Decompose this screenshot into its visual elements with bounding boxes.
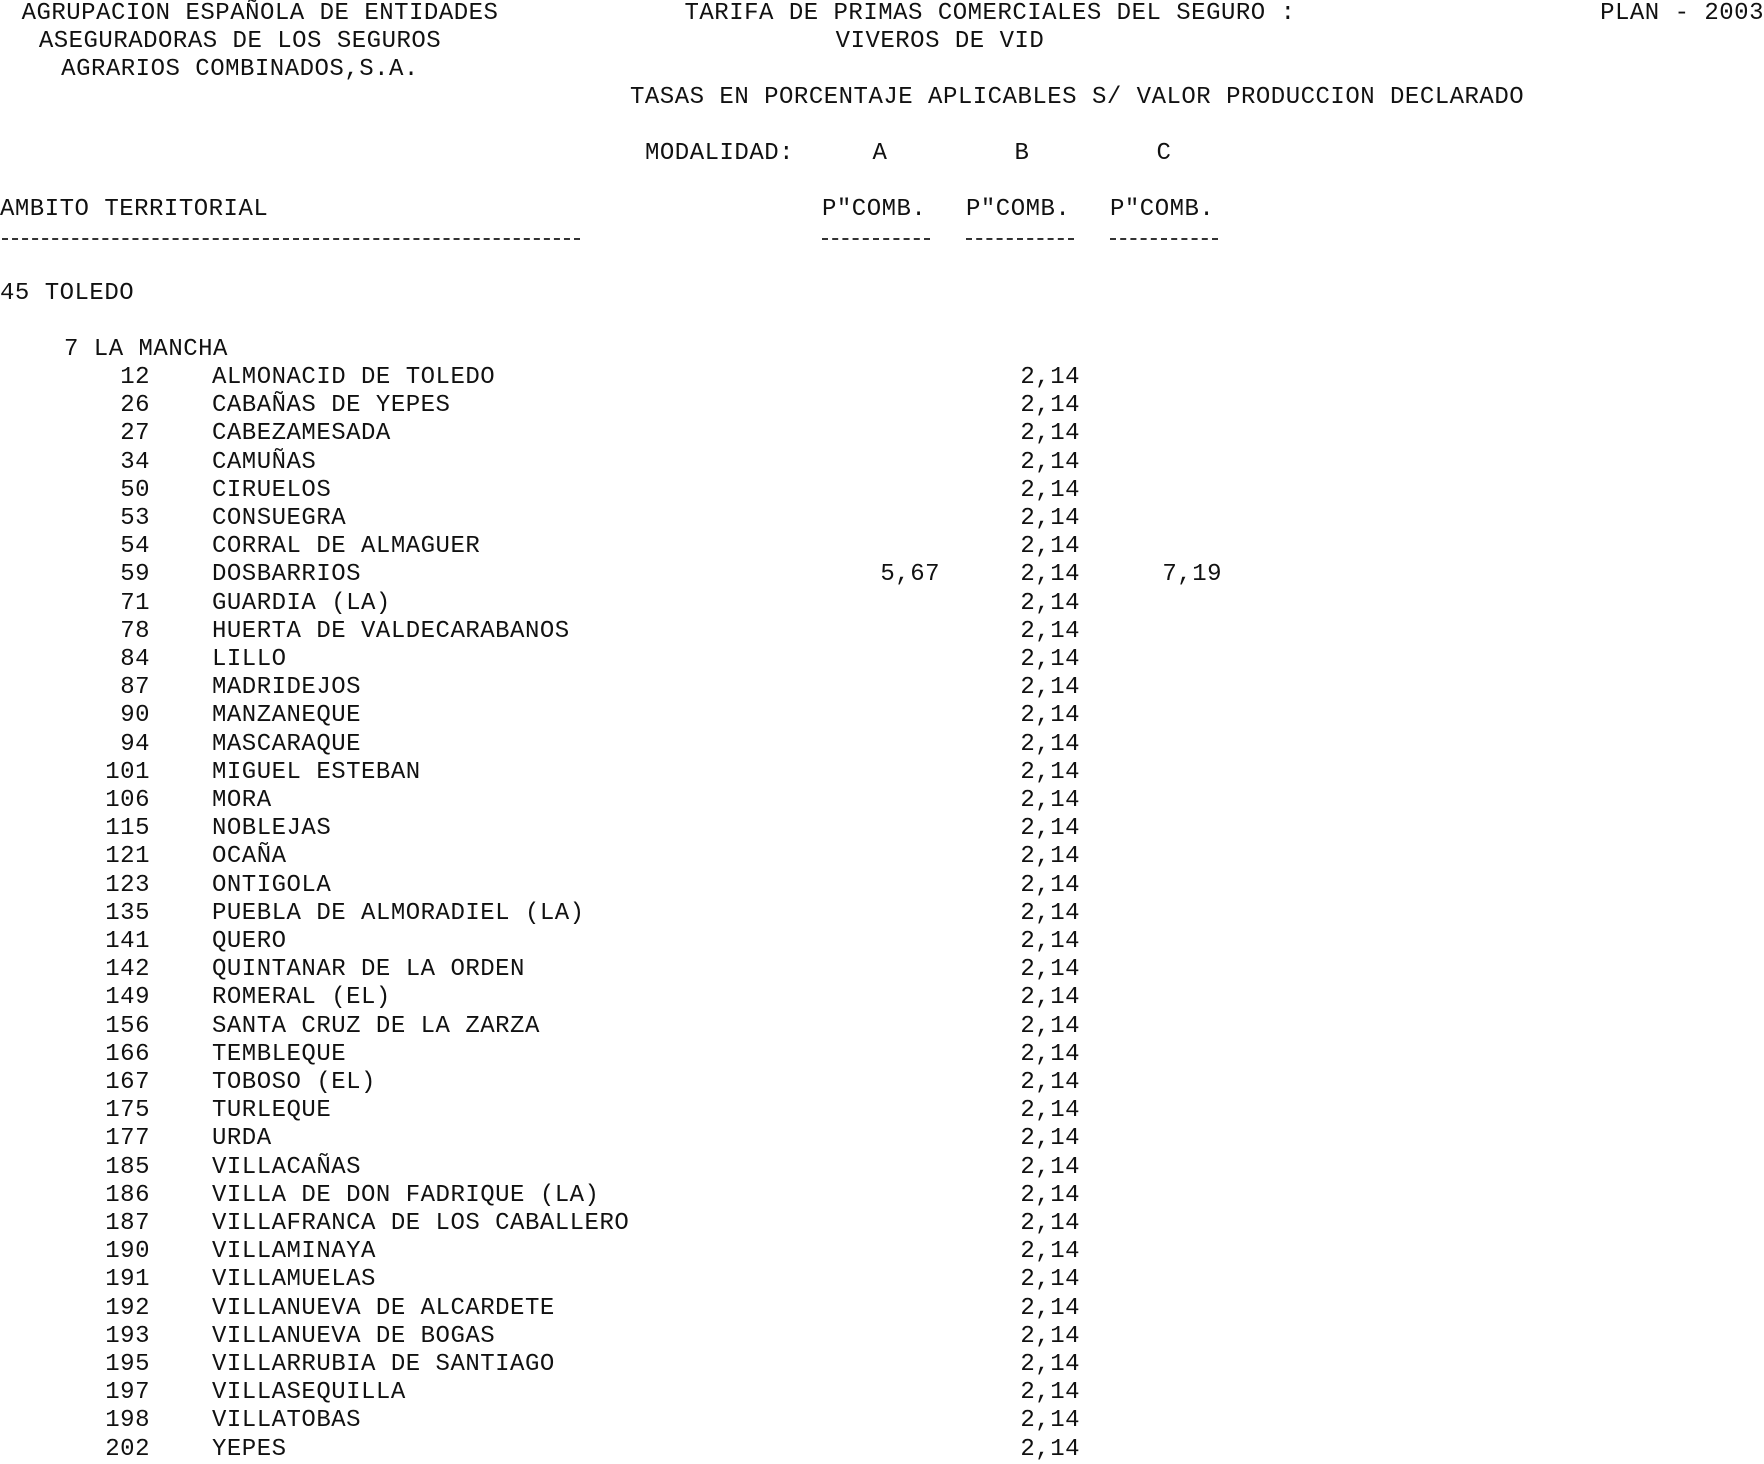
table-row — [0, 646, 1764, 674]
table-row — [0, 505, 1764, 533]
table-row — [0, 364, 1764, 392]
municipality-code: 156 — [105, 1012, 150, 1040]
municipality-code: 167 — [105, 1069, 150, 1096]
rate-b: 2,14 — [1020, 702, 1080, 730]
municipality-name: ONTIGOLA — [212, 871, 332, 899]
municipality-code: 198 — [105, 1407, 150, 1435]
municipality-code: 53 — [120, 505, 150, 532]
modalidad-b: B — [1014, 140, 1030, 167]
header-rule-c — [1110, 238, 1218, 240]
table-row — [0, 1013, 1764, 1041]
municipality-code: 175 — [105, 1097, 150, 1125]
municipality-name: SANTA CRUZ DE LA ZARZA — [212, 1012, 540, 1040]
header-rule-b — [966, 238, 1074, 240]
rate-b: 2,14 — [1020, 871, 1080, 899]
rate-b: 2,14 — [1020, 1238, 1080, 1266]
municipality-name: MIGUEL ESTEBAN — [212, 758, 421, 786]
municipality-name: ALMONACID DE TOLEDO — [212, 364, 496, 391]
table-row — [0, 1125, 1764, 1153]
province-heading: 45 TOLEDO — [0, 280, 135, 307]
rate-b: 2,14 — [1020, 364, 1080, 391]
municipality-name: VILLATOBAS — [212, 1407, 362, 1435]
rate-b: 2,14 — [1020, 561, 1080, 589]
rate-b: 2,14 — [1020, 420, 1080, 448]
municipality-code: 115 — [105, 815, 150, 843]
municipality-name: VILLASEQUILLA — [212, 1379, 406, 1407]
document-subject: VIVEROS DE VID — [835, 28, 1045, 55]
table-row — [0, 759, 1764, 787]
table-row — [0, 1154, 1764, 1182]
header-rule-a — [822, 238, 930, 240]
table-row — [0, 1436, 1764, 1464]
municipality-name: OCAÑA — [212, 843, 287, 871]
municipality-name: QUERO — [212, 928, 287, 955]
municipality-name: VILLAMINAYA — [212, 1238, 376, 1266]
table-row — [0, 928, 1764, 956]
table-row — [0, 1069, 1764, 1097]
rate-b: 2,14 — [1020, 1181, 1080, 1209]
municipality-name: CONSUEGRA — [212, 505, 347, 532]
table-row — [0, 1295, 1764, 1323]
rate-b: 2,14 — [1020, 1322, 1080, 1350]
municipality-name: QUINTANAR DE LA ORDEN — [212, 956, 525, 984]
rate-b: 2,14 — [1020, 674, 1080, 702]
table-row — [0, 731, 1764, 759]
rate-b: 2,14 — [1020, 928, 1080, 955]
table-row — [0, 900, 1764, 928]
municipality-code: 84 — [120, 646, 150, 673]
rate-b: 2,14 — [1020, 956, 1080, 984]
municipality-code: 149 — [105, 984, 150, 1012]
table-row — [0, 590, 1764, 618]
municipality-code: 106 — [105, 787, 150, 814]
municipality-name: MASCARAQUE — [212, 730, 362, 758]
municipality-name: CORRAL DE ALMAGUER — [212, 533, 481, 561]
rate-b: 2,14 — [1020, 476, 1080, 504]
rate-b: 2,14 — [1020, 646, 1080, 673]
municipality-code: 90 — [120, 702, 150, 730]
municipality-code: 186 — [105, 1181, 150, 1209]
municipality-code: 78 — [120, 617, 150, 645]
municipality-name: LILLO — [212, 646, 287, 673]
table-row — [0, 1041, 1764, 1069]
rate-b: 2,14 — [1020, 392, 1080, 420]
rates-subtitle: TASAS EN PORCENTAJE APLICABLES S/ VALOR PRODUCCION DECLARADO — [630, 84, 1525, 111]
municipality-name: DOSBARRIOS — [212, 561, 362, 589]
table-row — [0, 1351, 1764, 1379]
municipality-code: 142 — [105, 956, 150, 984]
rate-b: 2,14 — [1020, 617, 1080, 645]
table-row — [0, 984, 1764, 1012]
table-row — [0, 561, 1764, 589]
rate-b: 2,14 — [1020, 533, 1080, 561]
municipality-code: 121 — [105, 843, 150, 871]
rate-a: 5,67 — [880, 561, 940, 589]
municipality-name: VILLA DE DON FADRIQUE (LA) — [212, 1181, 600, 1209]
municipality-name: VILLAFRANCA DE LOS CABALLERO — [212, 1210, 630, 1237]
municipality-name: VILLANUEVA DE BOGAS — [212, 1322, 496, 1350]
rate-b: 2,14 — [1020, 1351, 1080, 1378]
table-row — [0, 477, 1764, 505]
municipality-name: TOBOSO (EL) — [212, 1069, 376, 1096]
rate-b: 2,14 — [1020, 843, 1080, 871]
municipality-name: TURLEQUE — [212, 1097, 332, 1125]
municipality-code: 50 — [120, 476, 150, 504]
municipality-code: 71 — [120, 589, 150, 617]
table-row — [0, 674, 1764, 702]
rate-b: 2,14 — [1020, 1407, 1080, 1435]
table-row — [0, 618, 1764, 646]
rate-b: 2,14 — [1020, 589, 1080, 617]
table-row — [0, 702, 1764, 730]
municipality-name: VILLAMUELAS — [212, 1266, 376, 1294]
table-row — [0, 815, 1764, 843]
municipality-name: CAMUÑAS — [212, 448, 317, 476]
rate-b: 2,14 — [1020, 505, 1080, 532]
rate-b: 2,14 — [1020, 1266, 1080, 1294]
modalidad-a: A — [872, 140, 888, 167]
column-header-ambito: AMBITO TERRITORIAL — [0, 196, 269, 223]
municipality-code: 191 — [105, 1266, 150, 1294]
column-header-b: P"COMB. — [966, 196, 1071, 223]
municipality-code: 141 — [105, 928, 150, 955]
municipality-code: 135 — [105, 899, 150, 927]
table-row — [0, 1210, 1764, 1238]
municipality-code: 202 — [105, 1435, 150, 1463]
municipality-code: 94 — [120, 730, 150, 758]
table-row — [0, 1182, 1764, 1210]
table-row — [0, 1407, 1764, 1435]
municipality-code: 193 — [105, 1322, 150, 1350]
table-row — [0, 420, 1764, 448]
rate-b: 2,14 — [1020, 815, 1080, 843]
municipality-code: 177 — [105, 1125, 150, 1153]
table-row — [0, 1379, 1764, 1407]
municipality-name: NOBLEJAS — [212, 815, 332, 843]
municipality-code: 190 — [105, 1238, 150, 1266]
column-header-c: P"COMB. — [1110, 196, 1215, 223]
rate-b: 2,14 — [1020, 1097, 1080, 1125]
municipality-code: 27 — [120, 420, 150, 448]
plan-label: PLAN - 2003 — [1600, 0, 1764, 27]
org-name-line-3: AGRARIOS COMBINADOS,S.A. — [61, 56, 419, 83]
municipality-code: 26 — [120, 392, 150, 420]
municipality-name: URDA — [212, 1125, 272, 1153]
table-row — [0, 1323, 1764, 1351]
municipality-name: VILLANUEVA DE ALCARDETE — [212, 1294, 555, 1322]
table-row — [0, 843, 1764, 871]
municipality-name: CABAÑAS DE YEPES — [212, 392, 451, 420]
rate-b: 2,14 — [1020, 730, 1080, 758]
table-row — [0, 1097, 1764, 1125]
comarca-heading: 7 LA MANCHA — [64, 336, 228, 363]
modalidad-label: MODALIDAD: — [645, 140, 795, 167]
municipality-name: PUEBLA DE ALMORADIEL (LA) — [212, 899, 585, 927]
table-row — [0, 392, 1764, 420]
document-title: TARIFA DE PRIMAS COMERCIALES DEL SEGURO : — [684, 0, 1296, 27]
municipality-code: 185 — [105, 1153, 150, 1181]
municipality-code: 34 — [120, 448, 150, 476]
municipality-code: 12 — [120, 364, 150, 391]
rate-b: 2,14 — [1020, 1069, 1080, 1096]
municipality-code: 197 — [105, 1379, 150, 1407]
municipality-code: 123 — [105, 871, 150, 899]
rate-b: 2,14 — [1020, 448, 1080, 476]
municipality-name: VILLACAÑAS — [212, 1153, 362, 1181]
org-name-line-2: ASEGURADORAS DE LOS SEGUROS — [38, 28, 442, 55]
table-row — [0, 1266, 1764, 1294]
table-row — [0, 956, 1764, 984]
rate-b: 2,14 — [1020, 1125, 1080, 1153]
table-row — [0, 533, 1764, 561]
rate-b: 2,14 — [1020, 899, 1080, 927]
municipality-name: ROMERAL (EL) — [212, 984, 391, 1012]
rate-b: 2,14 — [1020, 1379, 1080, 1407]
municipality-name: VILLARRUBIA DE SANTIAGO — [212, 1351, 555, 1378]
municipality-name: CABEZAMESADA — [212, 420, 391, 448]
municipality-code: 54 — [120, 533, 150, 561]
rate-b: 2,14 — [1020, 1435, 1080, 1463]
table-row — [0, 787, 1764, 815]
rate-b: 2,14 — [1020, 787, 1080, 814]
table-row — [0, 449, 1764, 477]
rate-b: 2,14 — [1020, 1210, 1080, 1237]
municipality-name: TEMBLEQUE — [212, 1040, 347, 1068]
municipality-code: 187 — [105, 1210, 150, 1237]
municipality-name: CIRUELOS — [212, 476, 332, 504]
rate-b: 2,14 — [1020, 1294, 1080, 1322]
rate-b: 2,14 — [1020, 758, 1080, 786]
municipality-name: MORA — [212, 787, 272, 814]
header-rule-ambito — [2, 238, 580, 240]
table-row — [0, 1238, 1764, 1266]
rate-c: 7,19 — [1162, 561, 1222, 589]
rate-b: 2,14 — [1020, 984, 1080, 1012]
column-header-a: P"COMB. — [822, 196, 927, 223]
rate-b: 2,14 — [1020, 1153, 1080, 1181]
municipality-name: YEPES — [212, 1435, 287, 1463]
municipality-name: GUARDIA (LA) — [212, 589, 391, 617]
table-row — [0, 872, 1764, 900]
municipality-code: 59 — [120, 561, 150, 589]
rate-b: 2,14 — [1020, 1040, 1080, 1068]
municipality-code: 192 — [105, 1294, 150, 1322]
modalidad-c: C — [1156, 140, 1172, 167]
rate-b: 2,14 — [1020, 1012, 1080, 1040]
municipality-code: 87 — [120, 674, 150, 702]
municipality-name: HUERTA DE VALDECARABANOS — [212, 617, 570, 645]
municipality-code: 166 — [105, 1040, 150, 1068]
municipality-code: 195 — [105, 1351, 150, 1378]
municipality-name: MANZANEQUE — [212, 702, 362, 730]
municipality-name: MADRIDEJOS — [212, 674, 362, 702]
municipality-code: 101 — [105, 758, 150, 786]
org-name-line-1: AGRUPACION ESPAÑOLA DE ENTIDADES — [21, 0, 499, 27]
